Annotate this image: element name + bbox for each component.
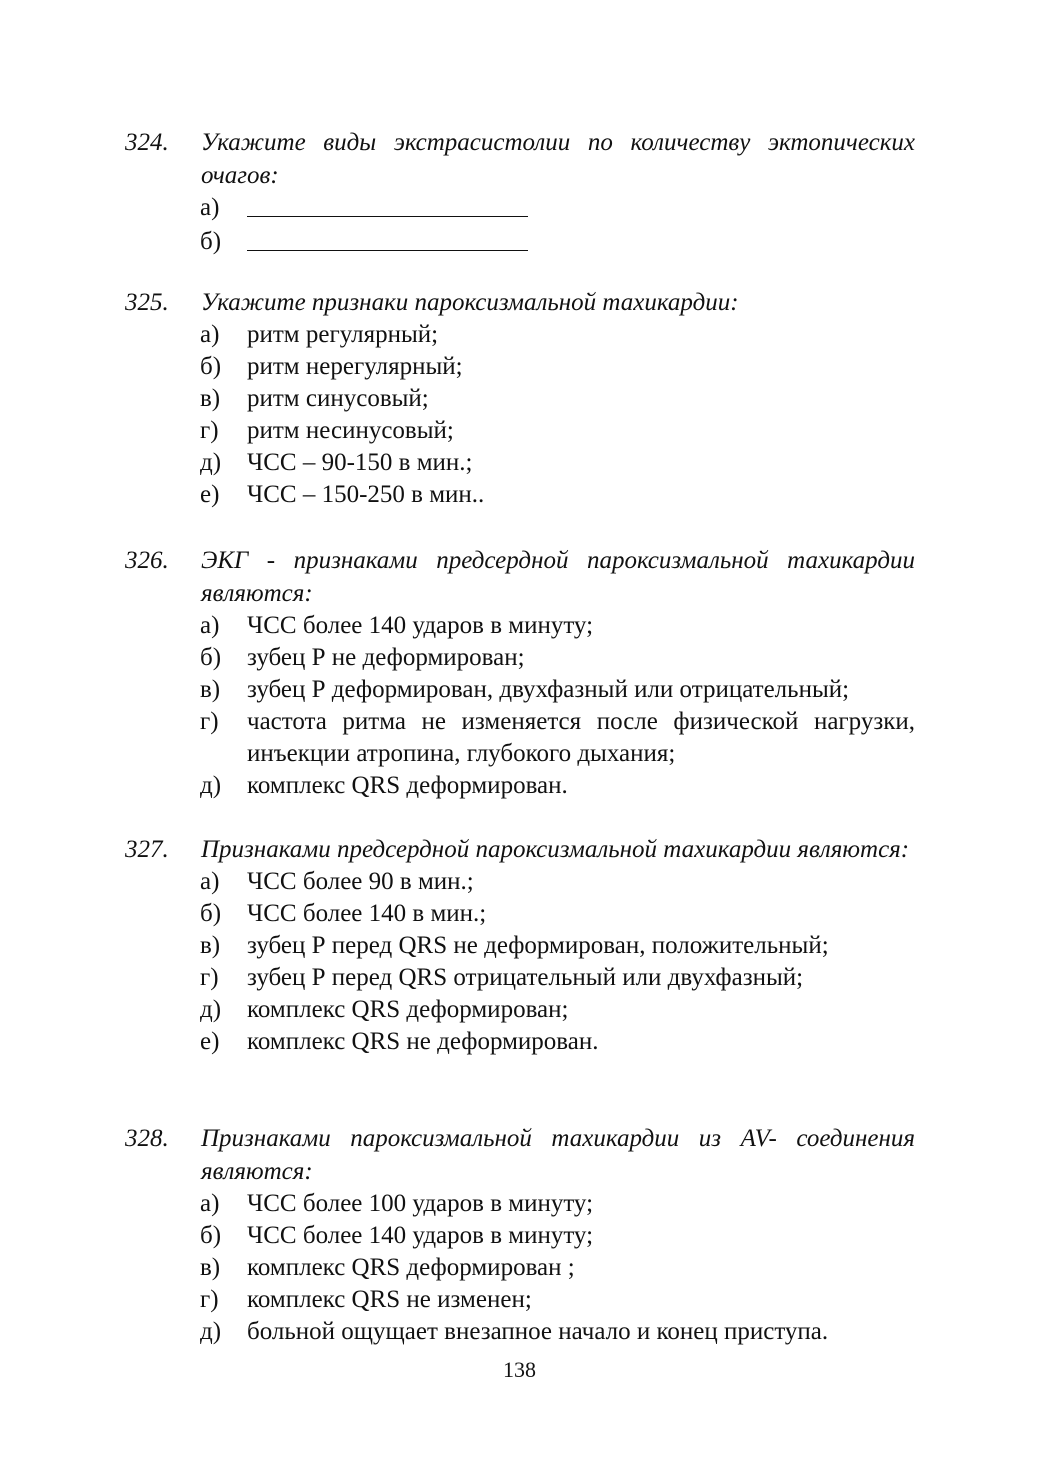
option-text: ЧСС более 140 в мин.; — [247, 900, 487, 927]
answer-options — [125, 1188, 915, 1348]
question-heading — [125, 286, 915, 319]
question-number: 328. — [125, 1125, 169, 1152]
blank-underline[interactable] — [247, 192, 528, 217]
option-letter: в) — [200, 932, 221, 959]
answer-option-v — [125, 930, 915, 962]
option-letter: а) — [200, 1190, 220, 1217]
option-text: ЧСС более 100 ударов в минуту; — [247, 1190, 594, 1217]
answer-option-a — [125, 319, 915, 351]
option-text: комплекс QRS не деформирован. — [247, 1028, 599, 1055]
answer-options — [125, 866, 915, 1058]
answer-option-e — [125, 1026, 915, 1058]
option-letter: г) — [200, 964, 219, 991]
answer-option-d — [125, 994, 915, 1026]
option-text: зубец Р не деформирован; — [247, 644, 525, 671]
option-text: комплекс QRS деформирован; — [247, 996, 569, 1023]
blank-underline[interactable] — [247, 226, 528, 251]
option-letter: б) — [200, 644, 222, 671]
option-text: частота ритма не изменяется после физической нагрузки, инъекции атропина, глубокого дыхания; — [247, 708, 915, 767]
answer-option-a — [125, 610, 915, 642]
answer-option-d — [125, 447, 915, 479]
option-text: комплекс QRS деформирован ; — [247, 1254, 575, 1281]
option-letter: г) — [200, 708, 219, 735]
answer-option-a — [125, 192, 915, 226]
answer-option-v — [125, 674, 915, 706]
answer-option-g — [125, 415, 915, 447]
answer-option-b — [125, 898, 915, 930]
question-text: ЭКГ - признаками предсердной пароксизмальной тахикардии являются: — [201, 547, 915, 607]
question-heading — [125, 126, 915, 192]
option-letter: а) — [200, 868, 220, 895]
option-letter: г) — [200, 417, 219, 444]
question-text: Укажите виды экстрасистолии по количеству эктопических очагов: — [201, 129, 915, 189]
question-number: 327. — [125, 836, 169, 863]
option-letter: в) — [200, 1254, 221, 1281]
option-text: зубец Р перед QRS не деформирован, положительный; — [247, 932, 829, 959]
answer-option-e — [125, 479, 915, 511]
option-letter: а) — [200, 194, 220, 221]
option-text: ритм регулярный; — [247, 321, 439, 348]
option-text: комплекс QRS деформирован. — [247, 772, 568, 799]
option-letter: д) — [200, 449, 222, 476]
option-letter: е) — [200, 481, 220, 508]
page-number: 138 — [503, 1357, 536, 1382]
answer-option-b — [125, 226, 915, 260]
answer-options — [125, 319, 915, 511]
option-text: ритм несинусовый; — [247, 417, 454, 444]
question-text: Признаками пароксизмальной тахикардии из AV- соединения являются: — [201, 1125, 915, 1185]
question-326 — [125, 544, 915, 802]
option-text: больной ощущает внезапное начало и конец приступа. — [247, 1318, 829, 1345]
answer-option-b — [125, 351, 915, 383]
question-text: Признаками предсердной пароксизмальной тахикардии являются: — [201, 836, 910, 863]
answer-option-d — [125, 1316, 915, 1348]
question-heading — [125, 1122, 915, 1188]
answer-option-a — [125, 1188, 915, 1220]
option-letter: а) — [200, 321, 220, 348]
question-327 — [125, 833, 915, 1058]
option-text: зубец Р перед QRS отрицательный или двухфазный; — [247, 964, 804, 991]
answer-option-b — [125, 642, 915, 674]
question-number: 326. — [125, 547, 169, 574]
answer-option-g — [125, 962, 915, 994]
answer-options — [125, 192, 915, 260]
answer-option-v — [125, 383, 915, 415]
option-text: комплекс QRS не изменен; — [247, 1286, 532, 1313]
option-text: ритм синусовый; — [247, 385, 429, 412]
answer-option-v — [125, 1252, 915, 1284]
answer-option-d — [125, 770, 915, 802]
option-text: ЧСС более 90 в мин.; — [247, 868, 474, 895]
option-letter: а) — [200, 612, 220, 639]
option-text: ЧСС – 150-250 в мин.. — [247, 481, 485, 508]
question-328 — [125, 1122, 915, 1348]
question-text: Укажите признаки пароксизмальной тахикардии: — [201, 289, 739, 316]
answer-option-g — [125, 706, 915, 770]
option-letter: д) — [200, 1318, 222, 1345]
answer-option-g — [125, 1284, 915, 1316]
option-letter: г) — [200, 1286, 219, 1313]
question-heading — [125, 544, 915, 610]
option-text: ЧСС – 90-150 в мин.; — [247, 449, 473, 476]
question-325 — [125, 286, 915, 511]
option-letter: б) — [200, 900, 222, 927]
option-letter: в) — [200, 676, 221, 703]
option-text: зубец Р деформирован, двухфазный или отрицательный; — [247, 676, 850, 703]
option-letter: д) — [200, 772, 222, 799]
question-number: 325. — [125, 289, 169, 316]
option-letter: б) — [200, 228, 222, 255]
option-letter: д) — [200, 996, 222, 1023]
option-letter: б) — [200, 1222, 222, 1249]
answer-blank-line[interactable] — [247, 226, 915, 260]
question-heading — [125, 833, 915, 866]
answer-option-a — [125, 866, 915, 898]
option-text: ритм нерегулярный; — [247, 353, 463, 380]
option-letter: в) — [200, 385, 221, 412]
option-text: ЧСС более 140 ударов в минуту; — [247, 612, 594, 639]
question-324 — [125, 126, 915, 260]
answer-options — [125, 610, 915, 802]
answer-blank-line[interactable] — [247, 192, 915, 226]
option-letter: е) — [200, 1028, 220, 1055]
option-letter: б) — [200, 353, 222, 380]
option-text: ЧСС более 140 ударов в минуту; — [247, 1222, 594, 1249]
answer-option-b — [125, 1220, 915, 1252]
question-number: 324. — [125, 129, 169, 156]
